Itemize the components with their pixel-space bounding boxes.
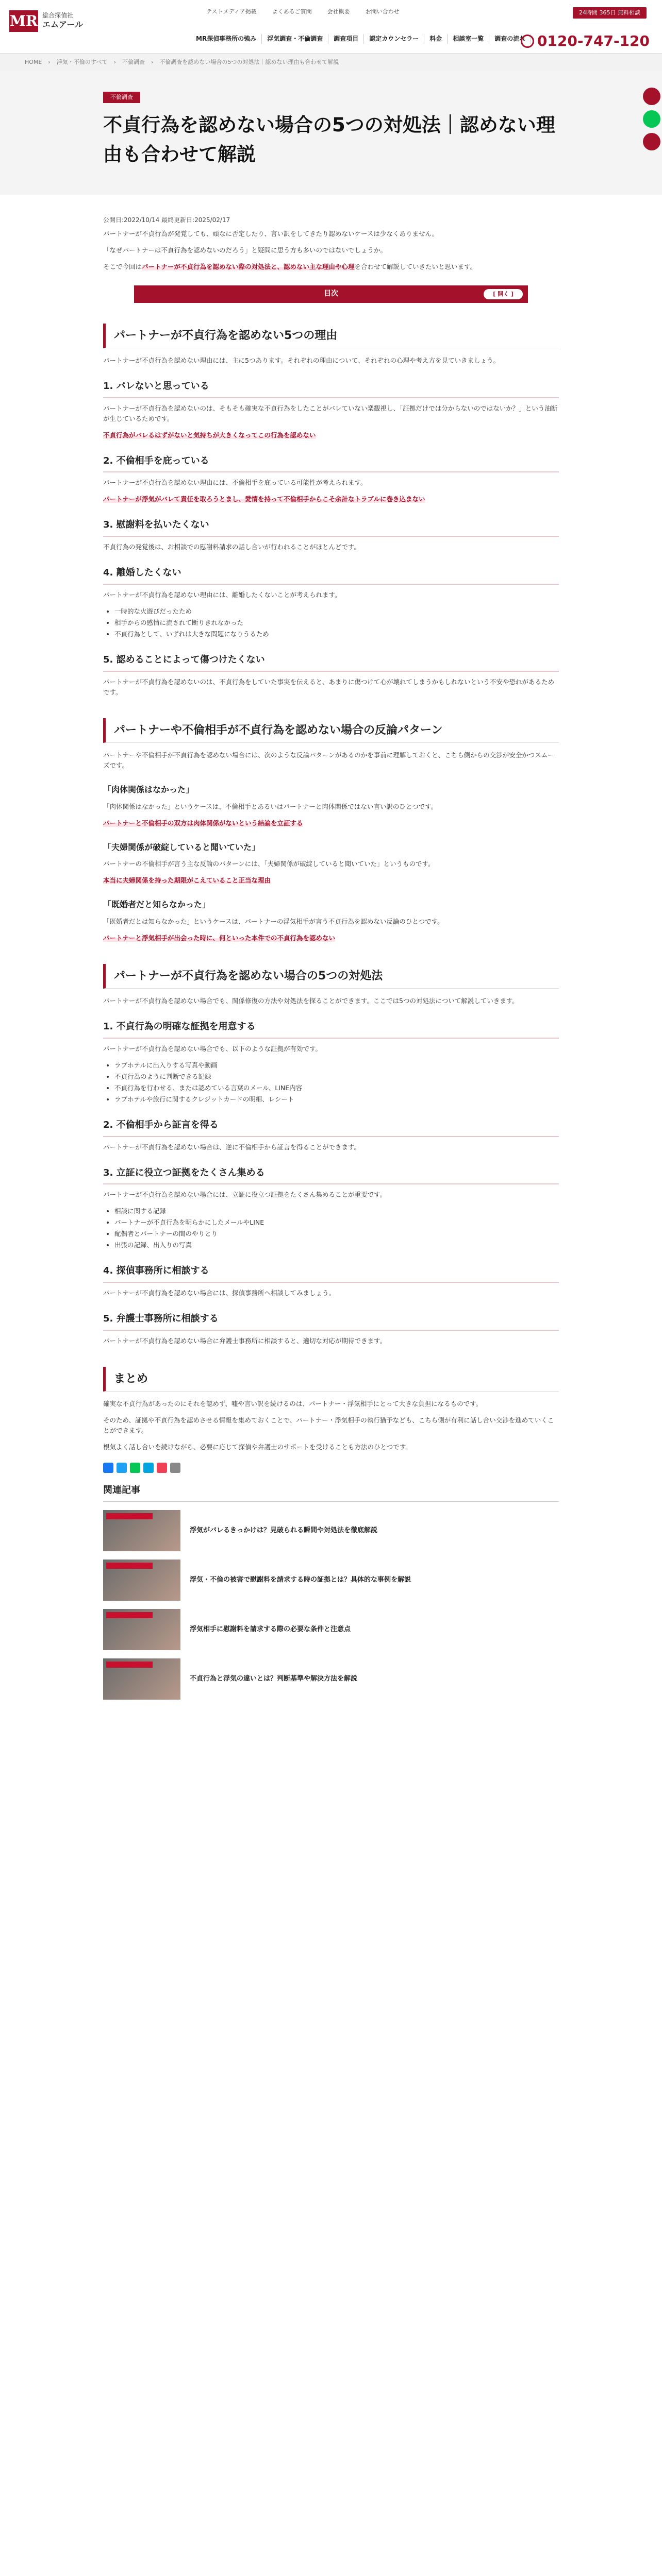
pocket-icon[interactable] — [157, 1463, 167, 1473]
bullet-list — [114, 1206, 559, 1250]
list-item: • 不貞行為を行わせる、または認めている言葉のメール、LINE内容 — [114, 1083, 559, 1093]
related-article[interactable] — [103, 1609, 559, 1650]
site-logo[interactable] — [9, 10, 83, 32]
top-nav — [206, 7, 400, 16]
related-thumbnail — [103, 1560, 180, 1601]
list-item: • 不貞行為のように判断できる記録 — [114, 1072, 559, 1082]
logo-name: エムアール — [42, 20, 84, 30]
subheading: 2. 不倫相手を庇っている — [103, 454, 559, 473]
paragraph: 不貞行為の発覚後は、お相談での慰謝料請求の話し合いが行われることがほとんどです。 — [103, 543, 361, 551]
paragraph: パートナーが不貞行為を認めない場合には、探偵事務所へ相談してみましょう。 — [103, 1289, 336, 1297]
related-title: 浮気・不倫の被害で慰謝料を請求する時の証拠とは？具体的な事例を解説 — [190, 1575, 411, 1584]
hero — [0, 71, 662, 195]
table-of-contents[interactable] — [134, 285, 528, 303]
mail-icon[interactable] — [170, 1463, 180, 1473]
phone-icon — [521, 35, 534, 48]
paragraph: 「肉体関係はなかった」というケースは、不倫相手とあるいはパートナーと肉体関係ではない言い訳のひとつです。 — [103, 802, 438, 810]
related-article[interactable] — [103, 1510, 559, 1551]
list-item: • 相手からの感情に流されて断りきれなかった — [114, 618, 559, 628]
topnav-item[interactable]: お問い合わせ — [365, 8, 400, 15]
section-heading: パートナーが不貞行為を認めない5つの理由 — [103, 324, 559, 348]
share-buttons — [103, 1463, 559, 1473]
paragraph: パートナーが不貞行為を認めない場合は、逆に不倫相手から証言を得ることができます。 — [103, 1143, 361, 1151]
subheading: 2. 不倫相手から証言を得る — [103, 1118, 559, 1137]
paragraph: 不貞行為がバレるはずがないと気持ちが大きくなってこの行為を認めない — [103, 431, 316, 439]
related-title: 浮気がバレるきっかけは？見破られる瞬間や対処法を徹底解説 — [190, 1526, 378, 1534]
phone-number: 0120-747-120 — [537, 32, 650, 49]
mail-float-icon[interactable] — [643, 133, 660, 150]
mainnav-item[interactable]: 認定カウンセラー — [369, 34, 424, 44]
breadcrumb-item[interactable]: 浮気・不倫のすべて — [56, 59, 108, 65]
subheading: 4. 離婚したくない — [103, 566, 559, 585]
subheading: 5. 弁護士事務所に相談する — [103, 1312, 559, 1331]
paragraph: 根気よく話し合いを続けながら、必要に応じて探偵や弁護士のサポートを受けることも方法のひとつです。 — [103, 1443, 412, 1451]
paragraph: そのため、証拠や不貞行為を認めさせる情報を集めておくことで、パートナー・浮気相手の執行猶予なども、こちら側が有利に話し合い交渉を進めていくことができます。 — [103, 1416, 554, 1435]
paragraph: パートナーと不倫相手の双方は肉体関係がないという結論を立証する — [103, 819, 303, 827]
site-header — [0, 0, 662, 54]
list-item: • 不貞行為として、いずれは大きな問題になりうるため — [114, 629, 559, 639]
article-body — [103, 195, 559, 1699]
list-item: • ラブホテルや旅行に関するクレジットカードの明細、レシート — [114, 1094, 559, 1105]
list-item: • パートナーが不貞行為を明らかにしたメールやLINE — [114, 1217, 559, 1228]
topnav-item[interactable]: 会社概要 — [327, 8, 350, 15]
subheading: 4. 探偵事務所に相談する — [103, 1264, 559, 1283]
related-title: 不貞行為と浮気の違いとは？判断基準や解決方法を解説 — [190, 1674, 358, 1683]
mainnav-item[interactable]: 調査項目 — [334, 34, 364, 44]
paragraph: パートナーが浮気がバレて責任を取ろうとまし、愛情を持って不倫相手からこそ余計なトラブルに巻き込まない — [103, 495, 425, 503]
breadcrumb-item[interactable]: HOME — [25, 59, 42, 65]
subheading: 3. 慰謝料を払いたくない — [103, 518, 559, 537]
paragraph: パートナーが不貞行為を認めない場合でも、以下のような証拠が有効です。 — [103, 1044, 322, 1053]
floating-side-buttons — [641, 88, 662, 150]
section-lead: パートナーや不倫相手が不貞行為を認めない場合には、次のような反論パターンがあるのかを事前に理解しておくと、こちら側からの交渉が安全かつスムーズです。 — [103, 751, 554, 770]
twitter-icon[interactable] — [117, 1463, 127, 1473]
subheading: 1. 不貞行為の明確な証拠を用意する — [103, 1020, 559, 1039]
related-article[interactable] — [103, 1560, 559, 1601]
list-item: • 一時的な火遊びだったため — [114, 606, 559, 617]
line-icon[interactable] — [130, 1463, 140, 1473]
intro-text: パートナーが不貞行為が発覚しても、頑なに否定したり、言い訳をしてきたり認めないケースは少なくありません。 — [103, 229, 439, 238]
paragraph: 確実な不貞行為があったのにそれを認めず、嘘や言い訳を続けるのは、パートナー・浮気相手にとって大きな負担になるものです。 — [103, 1400, 483, 1408]
paragraph: 「既婚者だとは知らなかった」というケースは、パートナーの浮気相手が言う不貞行為を認めない反論のひとつです。 — [103, 917, 444, 925]
hatena-icon[interactable] — [143, 1463, 154, 1473]
paragraph: パートナーの不倫相手が言う主な反論のパターンには、「夫婦関係が破綻していると聞いていた」というものです。 — [103, 860, 435, 868]
phone-float-icon[interactable] — [643, 88, 660, 105]
topnav-item[interactable]: よくあるご質問 — [272, 8, 312, 15]
section-heading: パートナーが不貞行為を認めない場合の5つの対処法 — [103, 964, 559, 989]
breadcrumb-item[interactable]: 不倫調査 — [122, 59, 145, 65]
list-item: • 出張の記録、出入りの写真 — [114, 1240, 559, 1250]
category-badge[interactable]: 不倫調査 — [103, 92, 140, 103]
paragraph: パートナーが不貞行為を認めないのは、そもそも確実な不貞行為をしたことがバレていない楽観視し、「証拠だけでは分からないのではないか？」という油断が生じているためです。 — [103, 404, 558, 422]
toc-toggle-button[interactable]: [ 開く ] — [484, 289, 523, 299]
related-thumbnail — [103, 1609, 180, 1650]
list-item: • 相談に関する記録 — [114, 1206, 559, 1216]
bullet-list — [114, 606, 559, 639]
subheading: 「夫婦関係が破綻していると聞いていた」 — [103, 842, 260, 852]
mainnav-item[interactable]: 料金 — [429, 34, 448, 44]
paragraph: パートナーと浮気相手が出会った時に、何といった本件での不貞行為を認めない — [103, 934, 336, 942]
section-heading: パートナーや不倫相手が不貞行為を認めない場合の反論パターン — [103, 718, 559, 743]
paragraph: パートナーが不貞行為を認めないのは、不貞行為をしていた事実を伝えると、あまりに傷つけて心が壊れてしまうかもしれないという不安や恐れがあるためです。 — [103, 677, 555, 696]
related-heading: 関連記事 — [103, 1483, 559, 1502]
subheading: 「既婚者だと知らなかった」 — [103, 900, 211, 910]
subheading: 5. 認めることによって傷つけたくない — [103, 653, 559, 672]
hours-badge: 24時間 365日 無料相談 — [573, 7, 647, 19]
breadcrumb: HOME › 浮気・不倫のすべて › 不倫調査 › 不倫調査を認めない場合の5つの対処法｜認めない理由も合わせて解説 — [0, 54, 662, 71]
breadcrumb-item: 不倫調査を認めない場合の5つの対処法｜認めない理由も合わせて解説 — [159, 59, 339, 65]
related-thumbnail — [103, 1510, 180, 1551]
subheading: 3. 立証に役立つ証拠をたくさん集める — [103, 1166, 559, 1185]
subheading: 「肉体関係はなかった」 — [103, 785, 194, 795]
post-dates: 公開日:2022/10/14 最終更新日:2025/02/17 — [103, 216, 230, 224]
paragraph: 本当に夫婦関係を持った期限がこえていること正当な理由 — [103, 876, 271, 885]
mainnav-item[interactable]: 相談室一覧 — [453, 34, 489, 44]
logo-mark: MR — [9, 10, 38, 32]
paragraph: パートナーが不貞行為を認めない理由には、離婚したくないことが考えられます。 — [103, 591, 341, 599]
mainnav-item[interactable]: 浮気調査・不倫調査 — [267, 34, 328, 44]
section-lead: パートナーが不貞行為を認めない理由には、主に5つあります。それぞれの理由について、それぞれの心理や考え方を見ていきましょう。 — [103, 356, 500, 364]
phone-link[interactable] — [521, 30, 650, 53]
mainnav-item[interactable]: MR探偵事務所の強み — [196, 34, 262, 44]
paragraph: パートナーが不貞行為を認めない場合には、立証に役立つ証拠をたくさん集めることが重要です。 — [103, 1191, 387, 1199]
related-title: 浮気相手に慰謝料を請求する際の必要な条件と注意点 — [190, 1625, 351, 1633]
logo-small: 総合探偵社 — [42, 11, 74, 19]
intro-text: 「なぜパートナーは不貞行為を認めないのだろう」と疑問に思う方も多いのではないでしょうか。 — [103, 246, 387, 254]
list-item: • 配偶者とパートナーの間のやりとり — [114, 1229, 559, 1239]
page-title: 不貞行為を認めない場合の5つの対処法｜認めない理由も合わせて解説 — [103, 113, 555, 166]
section-heading: まとめ — [103, 1367, 559, 1392]
related-article[interactable] — [103, 1658, 559, 1700]
subheading: 1. バレないと思っている — [103, 379, 559, 398]
related-thumbnail — [103, 1658, 180, 1700]
facebook-icon[interactable] — [103, 1463, 113, 1473]
toc-label: 目次 — [324, 290, 338, 298]
list-item: • ラブホテルに出入りする写真や動画 — [114, 1060, 559, 1071]
section-lead: パートナーが不貞行為を認めない場合でも、関係修復の方法や対処法を探ることができます。ここでは5つの対処法について解説していきます。 — [103, 997, 519, 1005]
line-float-icon[interactable] — [643, 110, 660, 128]
bullet-list — [114, 1060, 559, 1105]
topnav-item[interactable]: テストメディア掲載 — [206, 8, 257, 15]
paragraph: パートナーが不貞行為を認めない場合に弁護士事務所に相談すると、適切な対応が期待できます。 — [103, 1336, 387, 1345]
paragraph: パートナーが不貞行為を認めない理由には、不倫相手を庇っている可能性が考えられます。 — [103, 479, 367, 487]
main-nav — [196, 34, 531, 44]
mainnav-item[interactable]: 調査の流れ — [494, 34, 531, 44]
intro-text: そこで今回はパートナーが不貞行為を認めない際の対処法と、認めない主な理由や心理を合わせて解説していきたいと思います。 — [103, 262, 477, 270]
